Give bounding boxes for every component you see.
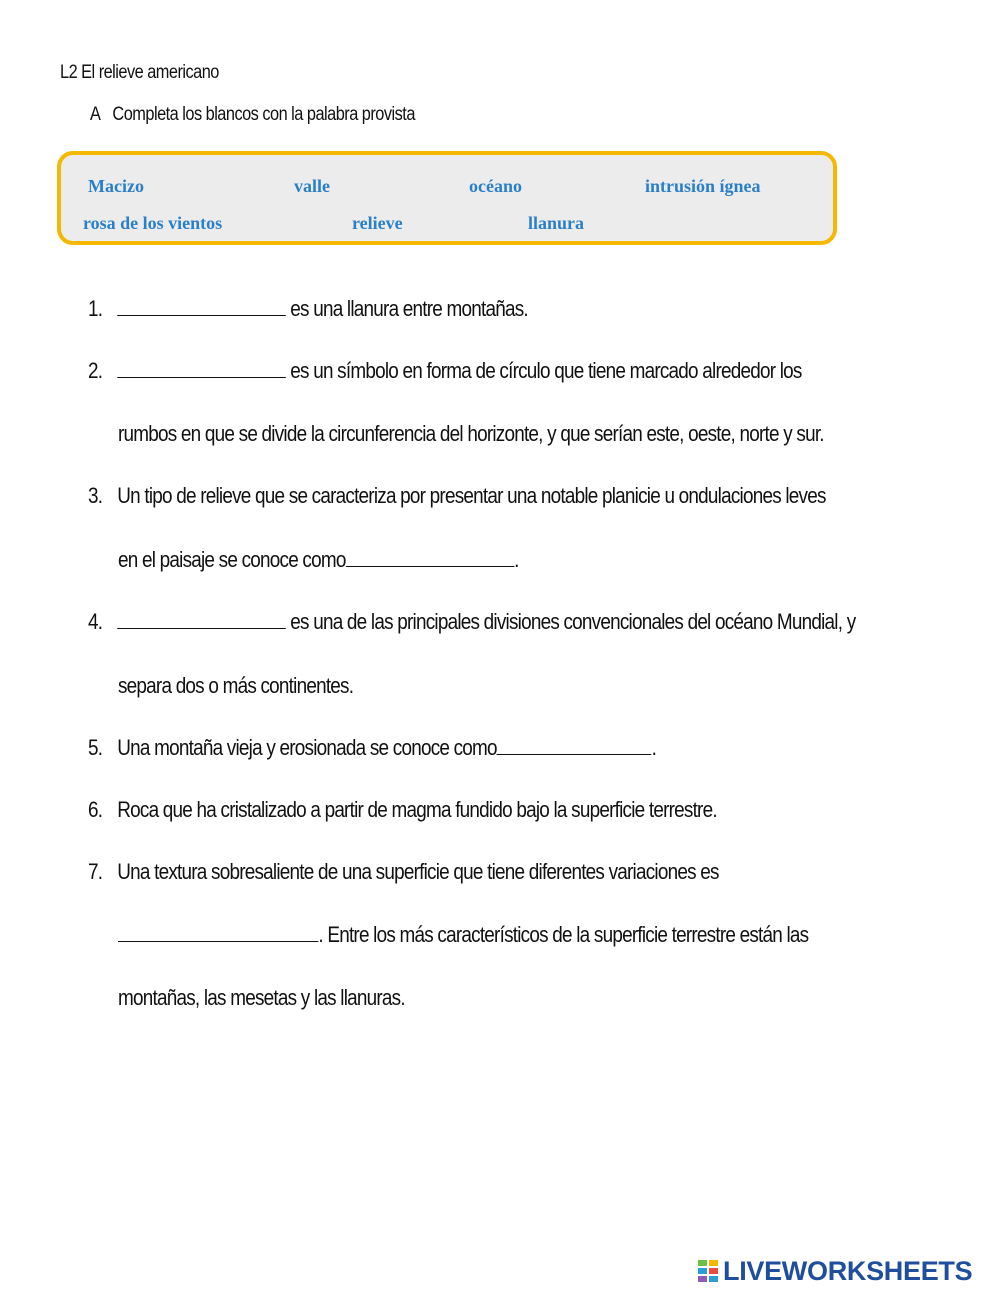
answer-blank-2[interactable]	[117, 359, 286, 378]
logo-block	[697, 1275, 708, 1283]
question-1	[88, 296, 528, 322]
question-number: 3.	[88, 483, 103, 508]
word-bank	[57, 151, 837, 245]
question-text: Una textura sobresaliente de una superficie que tiene diferentes variaciones es	[117, 859, 719, 884]
question-number: 7.	[88, 859, 103, 884]
question-2-continuation: rumbos en que se divide la circunferencia del horizonte, y que serían este, oeste, norte y sur.	[118, 421, 824, 446]
instruction-text: Completa los blancos con la palabra provista	[112, 104, 415, 125]
word-bank-item[interactable]: llanura	[528, 213, 585, 233]
question-number: 6.	[88, 797, 103, 822]
section-letter: A	[90, 104, 101, 125]
word-bank-item[interactable]: relieve	[352, 213, 403, 233]
page-title: L2 El relieve americano	[60, 62, 219, 83]
question-4	[88, 609, 855, 635]
answer-blank-3[interactable]	[346, 548, 515, 567]
answer-blank-4[interactable]	[117, 610, 286, 629]
question-number: 5.	[88, 735, 103, 760]
word-bank-item[interactable]: intrusión ígnea	[645, 176, 761, 196]
question-punctuation: .	[651, 735, 657, 760]
question-text: en el paisaje se conoce como	[118, 547, 346, 572]
question-punctuation: .	[514, 547, 519, 572]
question-number: 4.	[88, 609, 103, 634]
answer-blank-7[interactable]	[118, 923, 318, 942]
question-3-continuation	[118, 547, 519, 573]
question-7-continuation-2: montañas, las mesetas y las llanuras.	[118, 985, 405, 1010]
question-text: es un símbolo en forma de círculo que tiene marcado alrededor los	[290, 358, 802, 383]
question-number: 2.	[88, 358, 103, 383]
liveworksheets-logo	[697, 1254, 972, 1288]
word-bank-item[interactable]: rosa de los vientos	[83, 213, 223, 233]
logo-block	[708, 1259, 719, 1267]
logo-text: LIVEWORKSHEETS	[723, 1255, 973, 1286]
question-4-continuation: separa dos o más continentes.	[118, 673, 354, 698]
question-text: Una montaña vieja y erosionada se conoce como	[117, 735, 497, 760]
question-number: 1.	[88, 296, 103, 321]
logo-block	[708, 1267, 719, 1275]
instruction-line	[90, 104, 415, 126]
question-7-continuation	[118, 922, 808, 948]
question-3	[88, 483, 826, 509]
answer-blank-5[interactable]	[497, 736, 652, 755]
question-text: es una de las principales divisiones convencionales del océano Mundial, y	[290, 609, 856, 634]
word-bank-item[interactable]: valle	[294, 176, 330, 196]
question-2	[88, 358, 802, 384]
word-bank-item[interactable]: océano	[469, 176, 522, 196]
question-text: Un tipo de relieve que se caracteriza por presentar una notable planicie u ondulaciones leves	[117, 483, 826, 508]
question-text: es una llanura entre montañas.	[290, 296, 528, 321]
logo-icon	[697, 1259, 719, 1283]
question-5	[88, 735, 656, 761]
question-6	[88, 797, 717, 823]
answer-blank-1[interactable]	[117, 297, 286, 316]
question-text: . Entre los más característicos de la superficie terrestre están las	[318, 922, 809, 947]
logo-block	[708, 1275, 719, 1283]
logo-block	[697, 1267, 708, 1275]
question-7	[88, 859, 719, 885]
word-bank-item[interactable]: Macizo	[88, 176, 144, 196]
question-text: Roca que ha cristalizado a partir de magma fundido bajo la superficie terrestre.	[117, 797, 717, 822]
logo-block	[697, 1259, 708, 1267]
